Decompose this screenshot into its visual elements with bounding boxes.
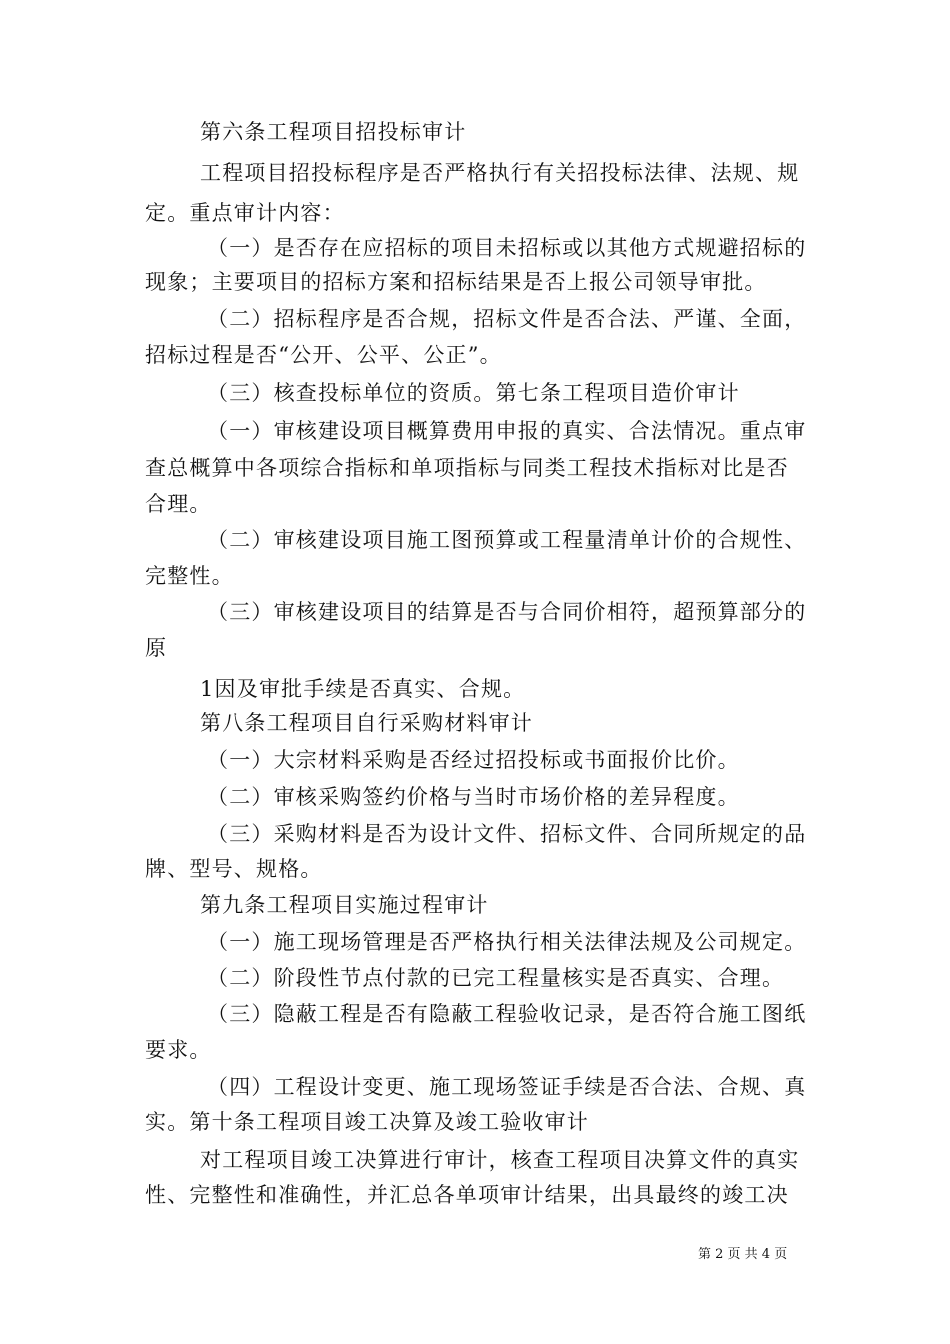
paragraph-line: （二）审核采购签约价格与当时市场价格的差异程度。 xyxy=(207,785,740,809)
paragraph-line: 牌、型号、规格。 xyxy=(145,857,323,881)
paragraph-line: （二）招标程序是否合规，招标文件是否合法、严谨、全面， xyxy=(207,307,807,331)
paragraph-line: 完整性。 xyxy=(145,564,234,588)
paragraph-line: （一）施工现场管理是否严格执行相关法律法规及公司规定。 xyxy=(207,930,807,954)
paragraph-line: （二）审核建设项目施工图预算或工程量清单计价的合规性、 xyxy=(207,528,807,552)
paragraph-line: （三）隐蔽工程是否有隐蔽工程验收记录，是否符合施工图纸 xyxy=(207,1002,807,1026)
paragraph-line: 招标过程是否“公开、公平、公正”。 xyxy=(145,343,502,367)
paragraph-line: 1因及审批手续是否真实、合规。 xyxy=(200,677,526,701)
paragraph-line: （三）审核建设项目的结算是否与合同价相符，超预算部分的 xyxy=(207,600,807,624)
paragraph-line: 要求。 xyxy=(145,1038,212,1062)
paragraph-line: 实。第十条工程项目竣工决算及竣工验收审计 xyxy=(145,1110,589,1134)
heading-article-8: 第八条工程项目自行采购材料审计 xyxy=(200,711,533,735)
paragraph-line: （二）阶段性节点付款的已完工程量核实是否真实、合理。 xyxy=(207,966,785,990)
paragraph-line: 性、完整性和准确性，并汇总各单项审计结果，出具最终的竣工决 xyxy=(145,1183,789,1207)
paragraph-line: （三）核查投标单位的资质。第七条工程项目造价审计 xyxy=(207,381,740,405)
paragraph-line: 合理。 xyxy=(145,492,212,516)
page-number-footer: 第 2 页 共 4 页 xyxy=(698,1247,788,1262)
paragraph-line: 原 xyxy=(145,636,168,660)
paragraph-line: 工程项目招投标程序是否严格执行有关招投标法律、法规、规 xyxy=(200,161,800,185)
paragraph-line: 查总概算中各项综合指标和单项指标与同类工程技术指标对比是否 xyxy=(145,456,789,480)
paragraph-line: 现象；主要项目的招标方案和招标结果是否上报公司领导审批。 xyxy=(145,270,767,294)
paragraph-line: （三）采购材料是否为设计文件、招标文件、合同所规定的品 xyxy=(207,822,807,846)
paragraph-line: 定。重点审计内容： xyxy=(145,201,345,225)
paragraph-line: （一）是否存在应招标的项目未招标或以其他方式规避招标的 xyxy=(207,236,807,260)
heading-article-6: 第六条工程项目招投标审计 xyxy=(200,120,467,144)
paragraph-line: （一）审核建设项目概算费用申报的真实、合法情况。重点审 xyxy=(207,419,807,443)
heading-article-9: 第九条工程项目实施过程审计 xyxy=(200,893,489,917)
paragraph-line: （四）工程设计变更、施工现场签证手续是否合法、合规、真 xyxy=(207,1075,807,1099)
paragraph-line: 对工程项目竣工决算进行审计，核查工程项目决算文件的真实 xyxy=(200,1148,800,1172)
paragraph-line: （一）大宗材料采购是否经过招投标或书面报价比价。 xyxy=(207,748,740,772)
